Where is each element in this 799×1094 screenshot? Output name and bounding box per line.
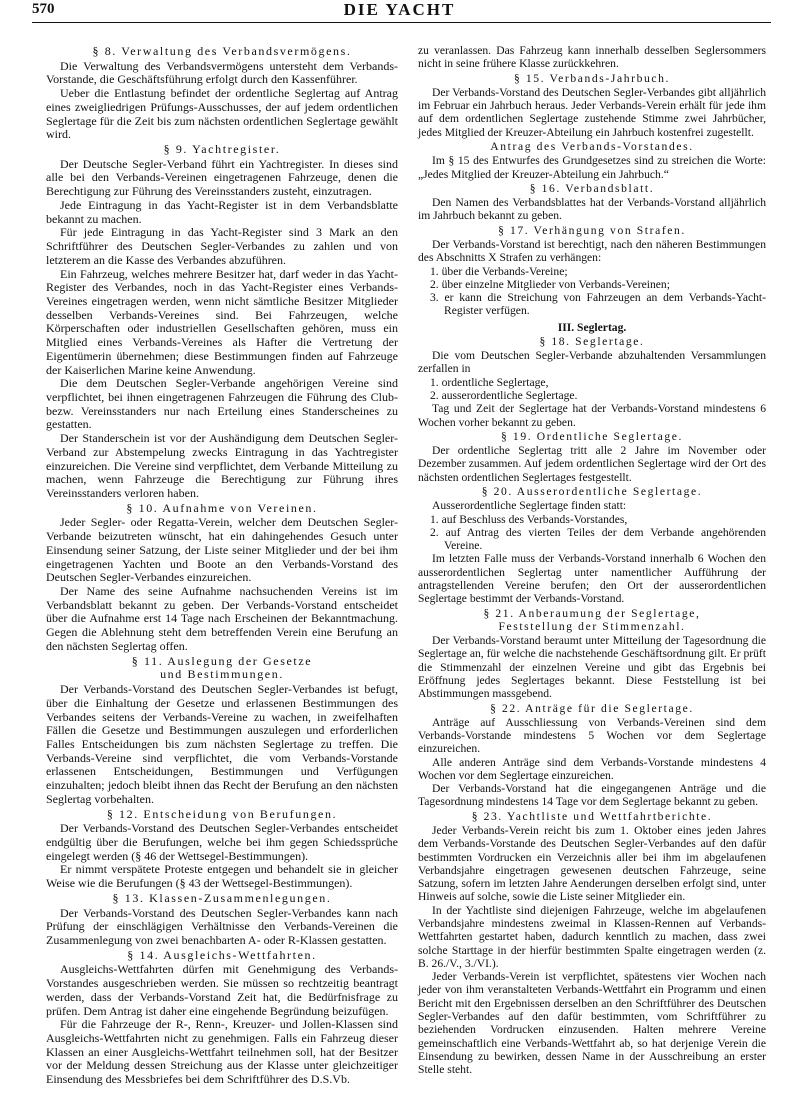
section-heading: § 9. Yachtregister. [163,142,281,157]
page-header [0,0,799,26]
paragraph: Der Verbands-Vorstand des Deutschen Segler-Verbandes entscheidet endgültig über die Berufungen, welche bei ihm gegen Schiedssprüche eingelegt werden (§ 46 der Wettsegel-Bestimmungen). [46,821,398,863]
paragraph: Tag und Zeit der Seglertage hat der Verbands-Vorstand mindestens 6 Wochen vorher bekannt zu geben. [418,402,766,429]
list-item: 1. ordentliche Seglertage, [430,375,549,389]
part-heading: III. Seglertag. [557,320,627,334]
paragraph: Im letzten Falle muss der Verbands-Vorstand innerhalb 6 Wochen den ausserordentlichen Seglertag unter namentlicher Aufführung der antragstellenden Vereine berufen; den Ort der ausserordentlichen Seglertage bestimmt der Verbands-Vorstand. [418,552,766,606]
paragraph: Der Verbands-Vorstand des Deutschen Segler-Verbandes ist befugt, über die Einhaltung der Gesetze und erlassenen Bestimmungen des Verbandes seitens der Verbands-Vereine zu wachen, in zweifelhaften Fällen die Gesetze und Bestimmungen auszulegen und erforderlichen Falles Entscheidungen bis zum nächsten Seglertage zu treffen. Die Verbands-Vereine sind verpflichtet, die vom Verbands-Vorstande erlassenen Entscheidungen, Bestimmungen und Verfügungen einzuhalten; jedoch bleibt ihnen das Recht der Berufung an den nächsten Seglertag vorbehalten. [46,682,398,806]
paragraph: Jeder Verbands-Verein reicht bis zum 1. Oktober eines jeden Jahres dem Verbands-Vorstande des Deutschen Segler-Verbandes auf den dafür bestimmten Vordrucken ein Verzeichnis aller bei ihm im abgelaufenen Verbandsjahre eingetragen gewesenen deutschen Fahrzeuge, seine Satzung, sofern im letzten Jahre Aenderungen derselben erfolgt sind, unter Hinweis auf solche, sowie die Liste seiner Mitglieder ein. [418,824,766,904]
section-heading: § 18. Seglertage. [539,334,645,348]
section-heading: § 11. Auslegung der Gesetze und Bestimmungen. [131,653,313,682]
paragraph: Der Standerschein ist vor der Aushändigung dem Deutschen Segler-Verband zur Abstempelung zwecks Eintragung in das Yachtregister einzureichen. Die Vereine sind verpflichtet, dem Verbande Mitteilung zu machen, wenn Fahrzeuge die Berechtigung zur Führung ihres Vereinsstanders verloren haben. [46,431,398,500]
page-number: 570 [32,1,55,17]
paragraph: Die Verwaltung des Verbandsvermögens untersteht dem Verbands-Vorstande, die Geschäftsführung erfolgt durch den Kassenführer. [46,58,398,87]
section-heading: § 20. Ausserordentliche Seglertage. [481,485,703,498]
paragraph: Jeder Segler- oder Regatta-Verein, welcher dem Deutschen Segler-Verbande beizutreten wünscht, hat ein dahingehendes Gesuch unter Einsendung seiner Satzung, der Liste seiner Mitglieder und der bei ihm eingetragenen Yachten und Boote an den Verbands-Vorstand des Deutschen Segler-Verbandes einzureichen. [46,515,398,585]
paragraph: In der Yachtliste sind diejenigen Fahrzeuge, welche im abgelaufenen Verbandsjahre mindestens zweimal in Klassen-Rennen auf Verbands-Wettfahrten gestartet haben, dadurch kenntlich zu machen, dass zwei solche Starttage in der hierfür bestimmten Spalte eingetragen werden (z. B. 26./V., 3./VI.). [418,903,766,970]
paragraph: Der Name des seine Aufnahme nachsuchenden Vereins ist im Verbandsblatt bekannt zu geben. Der Verbands-Vorstand entscheidet über die Aufnahme erst 14 Tage nach Erscheinen der Bekanntmachung. Gegen die Ablehnung steht dem betreffenden Verein eine Berufung an den nächsten Seglertag offen. [46,584,398,653]
paragraph: Anträge auf Ausschliessung von Verbands-Vereinen sind dem Verbands-Vorstande mindestens 5 Wochen vor dem Seglertage einzureichen. [418,715,766,756]
journal-title: DIE YACHT [343,0,456,19]
list-item: 2. über einzelne Mitglieder von Verbands-Vereinen; [430,277,670,291]
paragraph: Ausserordentliche Seglertage finden statt: [432,499,627,513]
right-column [418,44,766,1076]
header-rule [32,22,771,23]
paragraph: zu veranlassen. Das Fahrzeug kann innerhalb desselben Seglersommers nicht in seine frühere Klasse zurückkehren. [418,44,766,71]
section-heading: § 22. Anträge für die Seglertage. [490,701,694,715]
section-heading: § 17. Verhängung von Strafen. [498,223,686,237]
paragraph: Die dem Deutschen Segler-Verbande angehörigen Vereine sind verpflichtet, bei ihnen eingetragenen Fahrzeugen die Führung des Club- bezw. Vereinsstanders nur nach Erteilung eines Standerscheines zu gestatten. [46,376,398,432]
list-item: 1. über die Verbands-Vereine; [430,264,568,278]
paragraph: Der Verbands-Vorstand beraumt unter Mitteilung der Tagesordnung die Seglertage an, für welche die nachstehende Geschäftsordnung gilt. Er prüft die Stimmenzahl der einzelnen Vereine und gibt das Ergebnis bei Eröffnung jedes Seglertages bekannt. Diese Feststellung ist bei Abstimmungen massgebend. [418,634,767,701]
section-heading: § 15. Verbands-Jahrbuch. [513,71,671,85]
section-heading: Antrag des Verbands-Vorstandes. [490,139,694,153]
section-heading: § 10. Aufnahme von Vereinen. [126,500,318,515]
paragraph: Ausgleichs-Wettfahrten dürfen mit Genehmigung des Verbands-Vorstandes ausgeschrieben werden. Sie müssen so rechtzeitig beantragt werden, dass der Verbands-Vorstand Zeit hat, die Bedürfnisfrage zu prüfen. Dem Antrag ist daher eine eingehende Begründung beizufügen. [46,962,398,1018]
paragraph: Der Verbands-Vorstand des Deutschen Segler-Verbandes gibt alljährlich im Februar ein Jahrbuch heraus. Jeder Verbands-Verein erhält für jede ihm auf dem ordentlichen Seglertage zustehende Stimme zwei Jahrbücher, jedes Mitglied der Kreuzer-Abteilung ein Jahrbuch kostenfrei zugestellt. [418,85,766,139]
paragraph: Er nimmt verspätete Proteste entgegen und behandelt sie in gleicher Weise wie die Berufungen (§ 43 der Wettsegel-Bestimmungen). [46,862,398,891]
paragraph: Der Deutsche Segler-Verband führt ein Yachtregister. In dieses sind alle bei den Verbands-Vereinen eingetragenen Fahrzeuge, denen die Berechtigung zur Führung des Vereinsstanders zusteht, einzutragen. [46,156,398,199]
list-item: 1. auf Beschluss des Verbands-Vorstandes, [430,512,628,526]
paragraph: Den Namen des Verbandsblattes hat der Verbands-Vorstand alljährlich im Jahrbuch bekannt zu geben. [418,196,766,223]
left-column [46,44,398,1087]
section-heading: § 16. Verbandsblatt. [529,181,655,195]
paragraph: Für jede Eintragung in das Yacht-Register sind 3 Mark an den Schriftführer des Deutschen Segler-Verbandes zu zahlen und von letzterem an die Kasse des Verbandes abzuführen. [46,225,398,267]
section-heading: § 21. Anberaumung der Seglertage, Feststellung der Stimmenzahl. [483,606,701,633]
section-heading: § 19. Ordentliche Seglertage. [501,429,683,443]
section-heading: § 13. Klassen-Zusammenlegungen. [112,890,332,905]
list-item: 2. auf Antrag des vierten Teiles der dem Verbande angehörenden Vereine. [430,525,766,553]
section-heading: § 12. Entscheidung von Berufungen. [106,806,338,821]
paragraph: Der ordentliche Seglertag tritt alle 2 Jahre im November oder Dezember zusammen. Auf jedem ordentlichen Seglertage wird der Ort des nächsten ordentlichen Seglertages festgestellt. [418,444,766,484]
paragraph: Die vom Deutschen Segler-Verbande abzuhaltenden Versammlungen zerfallen in [418,349,766,376]
paragraph: Ueber die Entlastung befindet der ordentliche Seglertag auf Antrag eines zweigliedrigen Prüfungs-Ausschusses, der auf jedem ordentlichen Seglertage für die Zeit bis zum nächsten ordentlichen Seglertage gewählt wird. [46,86,398,142]
paragraph: Der Verbands-Vorstand des Deutschen Segler-Verbandes kann nach Prüfung der einschlägigen Verhältnisse den Verbands-Vereinen die Zusammenlegung von zwei benachbarten A- oder R-Klassen gestatten. [46,905,398,947]
paragraph: Der Verbands-Vorstand ist berechtigt, nach den näheren Bestimmungen des Abschnitts X Strafen zu verhängen: [418,237,766,265]
list-item: 3. er kann die Streichung von Fahrzeugen an dem Verbands-Yacht-Register verfügen. [430,291,766,318]
section-heading: § 23. Yachtliste und Wettfahrtberichte. [471,809,713,823]
paragraph: Jede Eintragung in das Yacht-Register ist in dem Verbandsblatte bekannt zu machen. [46,197,398,226]
paragraph: Im § 15 des Entwurfes des Grundgesetzes sind zu streichen die Worte: „Jedes Mitglied der Kreuzer-Abteilung ein Jahrbuch.“ [418,154,766,181]
paragraph: Für die Fahrzeuge der R-, Renn-, Kreuzer- und Jollen-Klassen sind Ausgleichs-Wettfahrten nicht zu genehmigen. Falls ein Fahrzeug dieser Klassen an einer Ausgleichs-Wettfahrt teilnehmen soll, hat der Besitzer vor der Meldung dessen Streichung aus der Klasse unter gleichzeitiger Einsendung des Messbriefes bei dem Schriftführer des D.S.Vb. [46,1017,398,1087]
section-heading: § 8. Verwaltung des Verbandsvermögens. [92,44,352,58]
paragraph: Der Verbands-Vorstand hat die eingegangenen Anträge und die Tagesordnung mindestens 14 Tage vor dem Seglertage bekannt zu geben. [418,782,766,809]
paragraph: Jeder Verbands-Verein ist verpflichtet, spätestens vier Wochen nach jeder von ihm veranstalteten Verbands-Wettfahrt ein Programm und einen Bericht mit den Ergebnissen derselben an den Schriftführer des Deutschen Segler-Verbandes auf den dafür bestimmten, vom Schriftführer zu beziehenden Vordrucken einzusenden. Halten mehrere Vereine gemeinschaftlich eine Verbands-Wettfahrt ab, so hat derjenige Verein die Einsendung zu bewirken, dessen Name in der Ausschreibung an erster Stelle steht. [418,970,766,1077]
list-item: 2. ausserordentliche Seglertage. [430,389,578,403]
paragraph: Ein Fahrzeug, welches mehrere Besitzer hat, darf weder in das Yacht-Register des Verbandes, noch in das Yacht-Register eines Verbands-Vereines eingetragen werden, wenn nicht sämtliche Besitzer Mitglieder desselben Verbands-Vereines sind. Bei Fahrzeugen, welche Körperschaften oder industriellen Gesellschaften gehören, muss ein Mitglied eines Verbands-Vereines als Hafter die Vertretung der Eigentümerin übernehmen; diese Bestimmungen finden auf Fahrzeuge der Kaiserlichen Marine keine Anwendung. [46,266,398,377]
paragraph: Alle anderen Anträge sind dem Verbands-Vorstande mindestens 4 Wochen vor dem Seglertage einzureichen. [418,755,766,782]
section-heading: § 14. Ausgleichs-Wettfahrten. [127,947,317,962]
